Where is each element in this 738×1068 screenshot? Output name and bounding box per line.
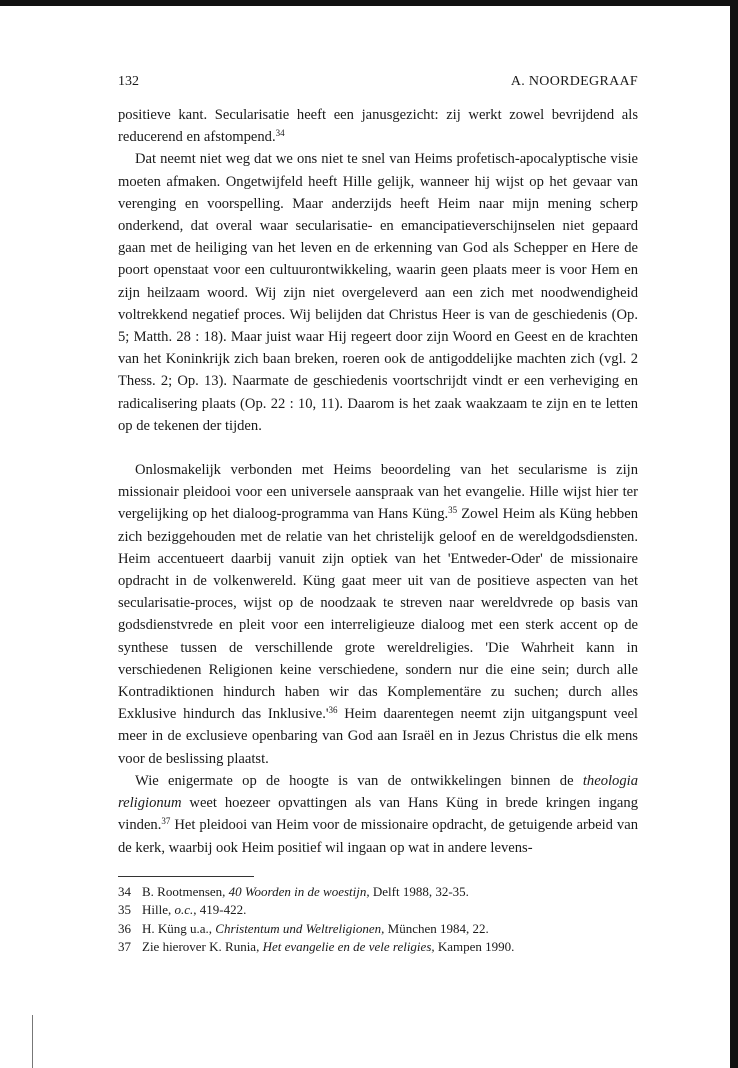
text-run: , 419-422. (193, 902, 247, 918)
footnote-separator (118, 876, 254, 877)
footnote-ref: 36 (328, 705, 338, 716)
footnote-number: 36 (118, 920, 131, 936)
text-run: Delft 1988, 32-35. (369, 884, 469, 899)
text-run: Het pleidooi van Heim voor de missionaire opdracht, de getuigende arbeid van de kerk, waarbij ook Heim positief wil ingaan op wat in andere levens- (118, 817, 638, 856)
text-run: Wie enigermate op de hoogte is van de ontwikkelingen binnen de (135, 772, 583, 789)
footnote-ref: 37 (161, 816, 171, 827)
footnote (118, 883, 638, 901)
footnote-number: 37 (118, 938, 131, 954)
footnote-ref: 35 (448, 505, 458, 516)
margin-mark (32, 1015, 33, 1068)
text-run: H. Küng u.a., (142, 920, 216, 936)
footnote-number: 34 (118, 884, 131, 899)
text-run: Zowel Heim als Küng hebben zich beziggehouden met de relatie van het christelijk geloof en de wereldgodsdiensten. Heim accentueert daarbij vanuit zijn optiek van het 'Entweder-Oder' de missionaire opdracht in de volkenwereld. Küng gaat meer uit van de positieve aspecten van het secularisatie-proces, wijst op de noodzaak te streven naar wereldvrede op basis van godsdienstvrede en pleit voor een interreligieuze dialoog met een sterk accent op de synthese tussen de verschillende grote wereldreligies. 'Die Wahrheit kann in verschiedenen Religionen keine verschiedene, sondern nur die eine sein; durch alle Kontradiktionen hindurch haben wir das Komplementäre zu suchen; durch alles Exklusive hindurch das Inklusive.' (118, 506, 638, 723)
footnote-ref: 34 (275, 128, 285, 139)
text-run: Kampen 1990. (434, 938, 515, 954)
text-run: B. Rootmensen, (142, 884, 229, 899)
italic-text: o.c. (174, 902, 194, 918)
top-border (0, 0, 738, 6)
footnote-number: 35 (118, 902, 131, 918)
text-run: Zie hierover K. Runia, (142, 938, 263, 954)
right-border (730, 0, 738, 1068)
italic-text: 40 Woorden in de woestijn, (228, 884, 370, 899)
footnote (118, 920, 638, 938)
text-run: positieve kant. Secularisatie heeft een janusgezicht: zij werkt zowel bevrijdend als reducerend en afstompend. (118, 107, 638, 146)
paragraph (118, 459, 638, 770)
footnote (118, 938, 638, 956)
paragraph (118, 104, 638, 148)
paragraph (118, 770, 638, 859)
paragraph (118, 148, 638, 437)
footnotes (118, 876, 638, 956)
running-head-author: A. NOORDEGRAAF (510, 74, 638, 89)
text-run: Dat neemt niet weg dat we ons niet te snel van Heims profetisch-apocalyptische visie moeten afmaken. Ongetwijfeld heeft Hille gelijk, wanneer hij wijst op het gevaar van verenging en voorspelling. Maar anderzijds heeft Heim naar mijn mening scherp onderkend, dat overal waar secularisatie- en emancipatieverschijnselen niet gepaard gaan met de heiliging van het leven en de erkenning van God als Schepper en Here de poort openstaat voor een cultuurontwikkeling, waarin geen plaats meer is voor Hem en zijn heilzaam woord. Wij zijn niet overgeleverd aan een zich met noodwendigheid voltrekkend negatief proces. Wij belijden dat Christus Heer is van de geschiedenis (Op. 5; Matth. 28 : 18). Maar juist waar Hij regeert door zijn Woord en Geest en de krachten van het Koninkrijk zich baan breken, roeren ook de antigoddelijke machten zich (vgl. 2 Thess. 2; Op. 13). Naarmate de geschiedenis voortschrijdt vindt er een verheviging en radicalisering plaats (Op. 22 : 10, 11). Daarom is het zaak waakzaam te zijn en te letten op de tekenen der tijden. (118, 151, 638, 434)
text-run: Hille, (142, 902, 175, 918)
text-run: weet hoezeer opvattingen als van Hans Küng in brede kringen ingang vinden. (118, 795, 638, 834)
page-number: 132 (118, 74, 139, 89)
italic-text: theologia religionum (118, 772, 638, 812)
text-run: Onlosmakelijk verbonden met Heims beoordeling van het secularisme is zijn missionair pleidooi voor een universele aanspraak van het evangelie. Hille wijst hier ter vergelijking op het dialoog-programma van Hans Küng. (118, 462, 638, 523)
footnote (118, 901, 638, 919)
italic-text: Het evangelie en de vele religies, (262, 938, 435, 954)
text-run: München 1984, 22. (384, 920, 489, 936)
body-text (118, 104, 638, 859)
text-run: Heim daarentegen neemt zijn uitgangspunt veel meer in de exclusieve openbaring van God aan Israël en in Jezus Christus die elk mens voor de beslissing plaatst. (118, 706, 638, 767)
italic-text: Christentum und Weltreligionen, (215, 920, 385, 936)
